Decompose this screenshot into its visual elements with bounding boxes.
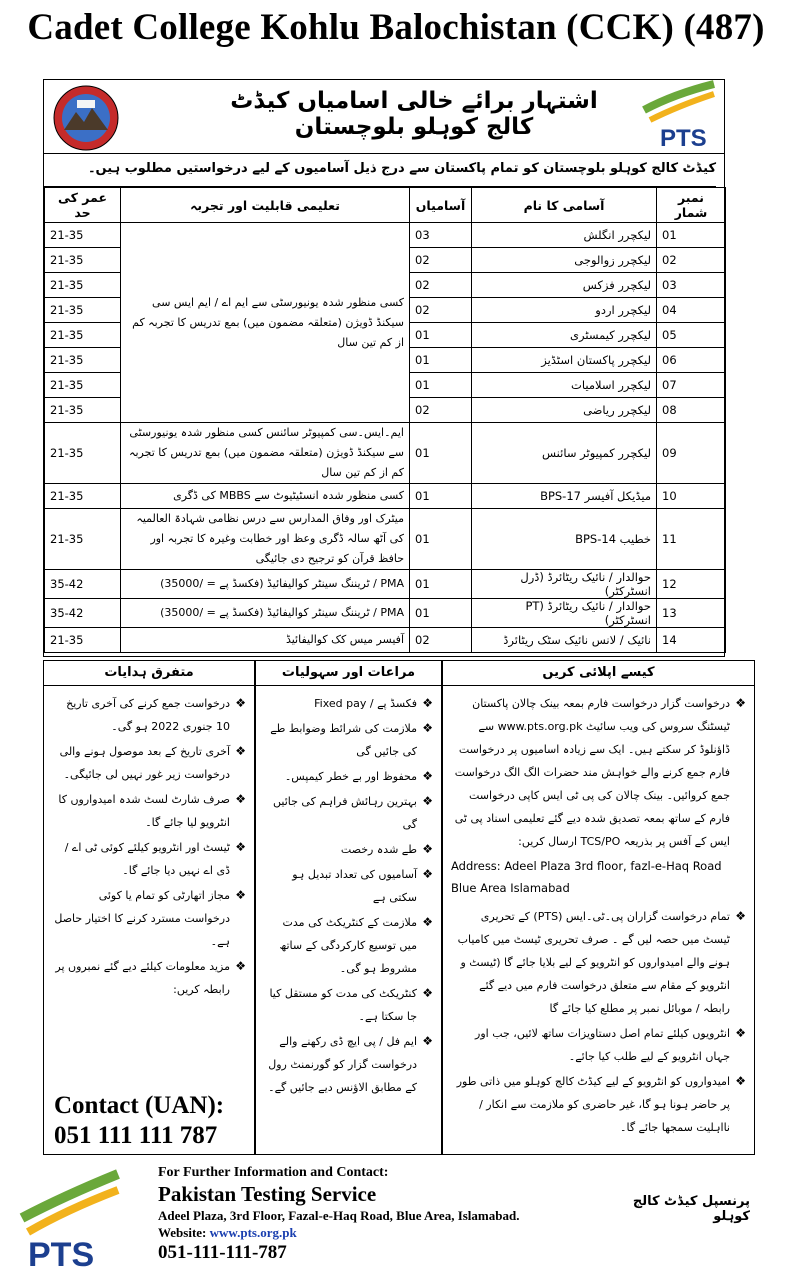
diamond-bullet-icon: ❖ xyxy=(235,696,246,710)
contact-number[interactable]: 051 111 111 787 xyxy=(54,1122,218,1149)
diamond-bullet-icon: ❖ xyxy=(422,721,433,735)
list-item: ❖ تمام درخواست گزاران پی۔ٹی۔ایس (PTS) کے تحریری ٹیسٹ میں حصہ لیں گے ۔ صرف تحریری ٹیسٹ میں کامیاب ہونے والے امیدواروں کو انٹرویو کے لیے بلایا جائے گا (ٹیسٹ و انٹرویو کے مقام سے متعلق درخواست فارم میں دیے گئے رابطہ / موبائل نمبر پر مطلع کیا جائے گا xyxy=(451,905,746,1020)
qualification-cell: آفیسر میس کک کوالیفائیڈ xyxy=(121,628,410,653)
pts-logo-text: PTS xyxy=(660,125,707,152)
post-cell: میڈیکل آفیسر BPS-17 xyxy=(472,484,657,509)
post-cell: لیکچرر کمپیوٹر سائنس xyxy=(472,423,657,484)
qualification-cell: ایم۔ایس۔سی کمپیوٹر سائنس کسی منظور شدہ یونیورسٹی سے سیکنڈ ڈویژن (متعلقہ مضمون میں) بمع تدریس کا تجربہ کم از کم تین سال xyxy=(121,423,410,484)
diamond-bullet-icon: ❖ xyxy=(235,888,246,902)
footer-contact-info xyxy=(158,1164,618,1265)
qualification-cell: PMA / ٹریننگ سینٹر کوالیفائیڈ (فکسڈ پے = /35000) xyxy=(121,599,410,628)
table-row xyxy=(45,423,726,484)
ad-title: اشتہار برائے خالی اسامیاں کیڈٹ کالج کوہلو بلوچستان xyxy=(230,88,598,140)
sno-cell: 01 xyxy=(657,223,726,248)
post-cell: نائیک / لانس نائیک سٹک ریٹائرڈ xyxy=(472,628,657,653)
post-cell: حوالدار / نائیک ریٹائرڈ (PT انسٹرکٹر) xyxy=(472,599,657,628)
age-cell: 21-35 xyxy=(45,298,121,323)
age-cell: 21-35 xyxy=(45,373,121,398)
header-qualification: تعلیمی قابلیت اور تجربہ xyxy=(121,188,410,223)
pts-logo-icon xyxy=(14,1166,124,1274)
sno-cell: 09 xyxy=(657,423,726,484)
list-item: ❖ ایم فل / پی ایچ ڈی رکھنے والے درخواست گزار کو گورنمنٹ رول کے مطابق الاؤنس دیے جائیں گے۔ xyxy=(264,1030,433,1099)
list-item: ❖ آخری تاریخ کے بعد موصول ہونے والی درخواست زیر غور نہیں لی جائیگی۔ xyxy=(52,740,246,786)
count-cell: 01 xyxy=(410,348,472,373)
vacancy-table xyxy=(44,187,726,653)
list-item: ❖ کنٹریکٹ کی مدت کو مستقل کیا جا سکتا ہے۔ xyxy=(264,982,433,1028)
diamond-bullet-icon: ❖ xyxy=(422,986,433,1000)
age-cell: 21-35 xyxy=(45,509,121,570)
list-item: ❖ ملازمت کے کنٹریکٹ کی مدت میں توسیع کارکردگی کے ساتھ مشروط ہو گی۔ xyxy=(264,911,433,980)
list-item: ❖ انٹرویوں کیلئے تمام اصل دستاویزات ساتھ لائیں، جب اور جہاں انٹرویو کے لیے طلب کیا جائے۔ xyxy=(451,1022,746,1068)
instructions-section xyxy=(43,660,755,1158)
count-cell: 02 xyxy=(410,398,472,423)
table-row xyxy=(45,599,726,628)
diamond-bullet-icon: ❖ xyxy=(735,1074,746,1088)
diamond-bullet-icon: ❖ xyxy=(422,1034,433,1048)
post-cell: لیکچرر کیمسٹری xyxy=(472,323,657,348)
list-item: ❖ صرف شارٹ لسٹ شدہ امیدواروں کا انٹرویو لیا جائے گا۔ xyxy=(52,788,246,834)
table-row xyxy=(45,509,726,570)
count-cell: 02 xyxy=(410,273,472,298)
post-cell: لیکچرر فزکس xyxy=(472,273,657,298)
diamond-bullet-icon: ❖ xyxy=(735,696,746,710)
diamond-bullet-icon: ❖ xyxy=(735,1026,746,1040)
intro-text: کیڈٹ کالج کوہلو بلوچستان کو تمام پاکستان سے درج ذیل آسامیوں کے لیے درخواستیں مطلوب ہیں۔ xyxy=(44,154,716,187)
list-item: ❖ محفوظ اور بے خطر کیمپس۔ xyxy=(264,765,433,788)
sno-cell: 11 xyxy=(657,509,726,570)
table-header-row xyxy=(45,188,726,223)
diamond-bullet-icon: ❖ xyxy=(235,959,246,973)
header-sno: نمبر شمار xyxy=(657,188,726,223)
list-item: ❖ امیدواروں کو انٹرویو کے لیے کیڈٹ کالج کوہلو میں ذاتی طور پر حاضر ہونا ہو گا، غیر حاضری کو ملازمت سے انکار / نااہلیت سمجھا جائے گا۔ xyxy=(451,1070,746,1139)
post-cell: لیکچرر انگلش xyxy=(472,223,657,248)
diamond-bullet-icon: ❖ xyxy=(235,792,246,806)
post-cell: لیکچرر ریاضی xyxy=(472,398,657,423)
count-cell: 02 xyxy=(410,298,472,323)
pts-address: Address: Adeel Plaza 3rd floor, fazl-e-Haq Road Blue Area Islamabad xyxy=(451,859,722,895)
misc-instructions xyxy=(43,660,255,1155)
diamond-bullet-icon: ❖ xyxy=(422,696,433,710)
pts-logo-icon xyxy=(634,80,720,152)
footer xyxy=(0,1158,792,1280)
diamond-bullet-icon: ❖ xyxy=(422,769,433,783)
count-cell: 01 xyxy=(410,509,472,570)
qualification-cell: کسی منظور شدہ یونیورسٹی سے ایم اے / ایم ایس سی سیکنڈ ڈویژن (متعلقہ مضمون میں) بمع تدریس کا تجربہ کم از کم تین سال xyxy=(121,223,410,423)
footer-phone[interactable]: 051-111-111-787 xyxy=(158,1242,287,1263)
table-row xyxy=(45,570,726,599)
list-item: ❖ درخواست گزار درخواست فارم بمعہ بینک چالان پاکستان ٹیسٹنگ سروس کی ویب سائیٹ www.pts.org.pk سے ڈاؤنلوڈ کر سکتے ہیں۔ ایک سے زیادہ اسامیوں پر درخواست فارم جمع کرنے والے خواہش مند حضرات الگ الگ درخواست جمع کروائیں۔ بینک چالان کی پی ٹی ایس کاپی درخواست فارم کے ساتھ بمعہ تصدیق شدہ دیے گئے تعلیمی اسناد پی ٹی ایس کے آفس پر بذریعہ TCS/PO ارسال کریں: xyxy=(451,692,746,853)
footer-line1: For Further Information and Contact: xyxy=(158,1165,389,1180)
footer-address: Adeel Plaza, 3rd Floor, Fazal-e-Haq Road, Blue Area, Islamabad. xyxy=(158,1208,520,1223)
diamond-bullet-icon: ❖ xyxy=(422,915,433,929)
footer-org: Pakistan Testing Service xyxy=(158,1182,377,1206)
footer-website-row xyxy=(158,1224,618,1241)
list-item: ❖ درخواست جمع کرنے کی آخری تاریخ 10 جنوری 2022 ہو گی۔ xyxy=(52,692,246,738)
sno-cell: 14 xyxy=(657,628,726,653)
post-cell: لیکچرر پاکستان اسٹڈیز xyxy=(472,348,657,373)
age-cell: 21-35 xyxy=(45,628,121,653)
age-cell: 21-35 xyxy=(45,273,121,298)
sno-cell: 12 xyxy=(657,570,726,599)
apply-heading: کیسے اپلائی کریں xyxy=(443,661,754,686)
contact-label: Contact (UAN): xyxy=(54,1092,225,1119)
how-to-apply xyxy=(442,660,755,1155)
advertisement-box xyxy=(43,79,725,657)
sno-cell: 05 xyxy=(657,323,726,348)
qualification-cell: میٹرک اور وفاق المدارس سے درس نظامی شہادۃ العالمیہ کی آٹھ سالہ ڈگری وعظ اور خطابت وغیرہ کا تجربہ اور حافظ قرآن کو ترجیح دی جائیگی xyxy=(121,509,410,570)
sno-cell: 07 xyxy=(657,373,726,398)
list-item: ❖ فکسڈ پے / Fixed pay xyxy=(264,692,433,715)
sno-cell: 13 xyxy=(657,599,726,628)
count-cell: 01 xyxy=(410,599,472,628)
sno-cell: 10 xyxy=(657,484,726,509)
perks-heading: مراعات اور سہولیات xyxy=(256,661,441,686)
page-title: Cadet College Kohlu Balochistan (CCK) (487) xyxy=(27,7,765,48)
qualification-cell: PMA / ٹریننگ سینٹر کوالیفائیڈ (فکسڈ پے = /35000) xyxy=(121,570,410,599)
list-item: ❖ بہترین رہائش فراہم کی جائیں گی xyxy=(264,790,433,836)
table-row xyxy=(45,628,726,653)
pts-logo-text: PTS xyxy=(28,1236,95,1274)
age-cell: 21-35 xyxy=(45,423,121,484)
header-number: آسامیاں xyxy=(410,188,472,223)
diamond-bullet-icon: ❖ xyxy=(422,842,433,856)
list-item: ❖ مجاز اتھارٹی کو تمام یا کوئی درخواست مسترد کرنے کا اختیار حاصل ہے۔ xyxy=(52,884,246,953)
header-age: عمر کی حد xyxy=(45,188,121,223)
count-cell: 01 xyxy=(410,323,472,348)
website-link[interactable]: www.pts.org.pk xyxy=(209,1225,297,1240)
age-cell: 35-42 xyxy=(45,599,121,628)
post-cell: حوالدار / نائیک ریٹائرڈ (ڈرل انسٹرکٹر) xyxy=(472,570,657,599)
list-item: ❖ ٹیسٹ اور انٹرویو کیلئے کوئی ٹی اے / ڈی اے نہیں دیا جائے گا۔ xyxy=(52,836,246,882)
diamond-bullet-icon: ❖ xyxy=(422,794,433,808)
diamond-bullet-icon: ❖ xyxy=(735,909,746,923)
ad-header xyxy=(44,80,724,154)
age-cell: 21-35 xyxy=(45,323,121,348)
qualification-cell: کسی منظور شدہ انسٹیٹیوٹ سے MBBS کی ڈگری xyxy=(121,484,410,509)
website-label: Website: xyxy=(158,1225,207,1240)
age-cell: 21-35 xyxy=(45,398,121,423)
count-cell: 02 xyxy=(410,248,472,273)
count-cell: 01 xyxy=(410,484,472,509)
age-cell: 35-42 xyxy=(45,570,121,599)
count-cell: 02 xyxy=(410,628,472,653)
count-cell: 01 xyxy=(410,570,472,599)
diamond-bullet-icon: ❖ xyxy=(422,867,433,881)
age-cell: 21-35 xyxy=(45,484,121,509)
table-row xyxy=(45,484,726,509)
list-item: ❖ طے شدہ رخصت xyxy=(264,838,433,861)
count-cell: 01 xyxy=(410,423,472,484)
age-cell: 21-35 xyxy=(45,223,121,248)
contact-block xyxy=(54,1091,254,1151)
post-cell: لیکچرر اسلامیات xyxy=(472,373,657,398)
diamond-bullet-icon: ❖ xyxy=(235,840,246,854)
count-cell: 01 xyxy=(410,373,472,398)
list-item: ❖ ملازمت کی شرائط وضوابط طے کی جائیں گی xyxy=(264,717,433,763)
post-cell: خطیب BPS-14 xyxy=(472,509,657,570)
principal-signature: پرنسپل کیڈٹ کالج کوہلو xyxy=(632,1194,750,1224)
count-cell: 03 xyxy=(410,223,472,248)
college-logo-icon xyxy=(50,84,122,152)
header-post: آسامی کا نام xyxy=(472,188,657,223)
diamond-bullet-icon: ❖ xyxy=(235,744,246,758)
perks-facilities xyxy=(255,660,442,1155)
sno-cell: 04 xyxy=(657,298,726,323)
post-cell: لیکچرر اردو xyxy=(472,298,657,323)
sno-cell: 02 xyxy=(657,248,726,273)
sno-cell: 03 xyxy=(657,273,726,298)
list-item: ❖ مزید معلومات کیلئے دیے گئے نمبروں پر رابطہ کریں: xyxy=(52,955,246,1001)
age-cell: 21-35 xyxy=(45,348,121,373)
table-row xyxy=(45,223,726,248)
list-item: ❖ آسامیوں کی تعداد تبدیل ہو سکتی ہے xyxy=(264,863,433,909)
sno-cell: 08 xyxy=(657,398,726,423)
post-cell: لیکچرر زوالوجی xyxy=(472,248,657,273)
misc-heading: متفرق ہدایات xyxy=(44,661,254,686)
age-cell: 21-35 xyxy=(45,248,121,273)
sno-cell: 06 xyxy=(657,348,726,373)
